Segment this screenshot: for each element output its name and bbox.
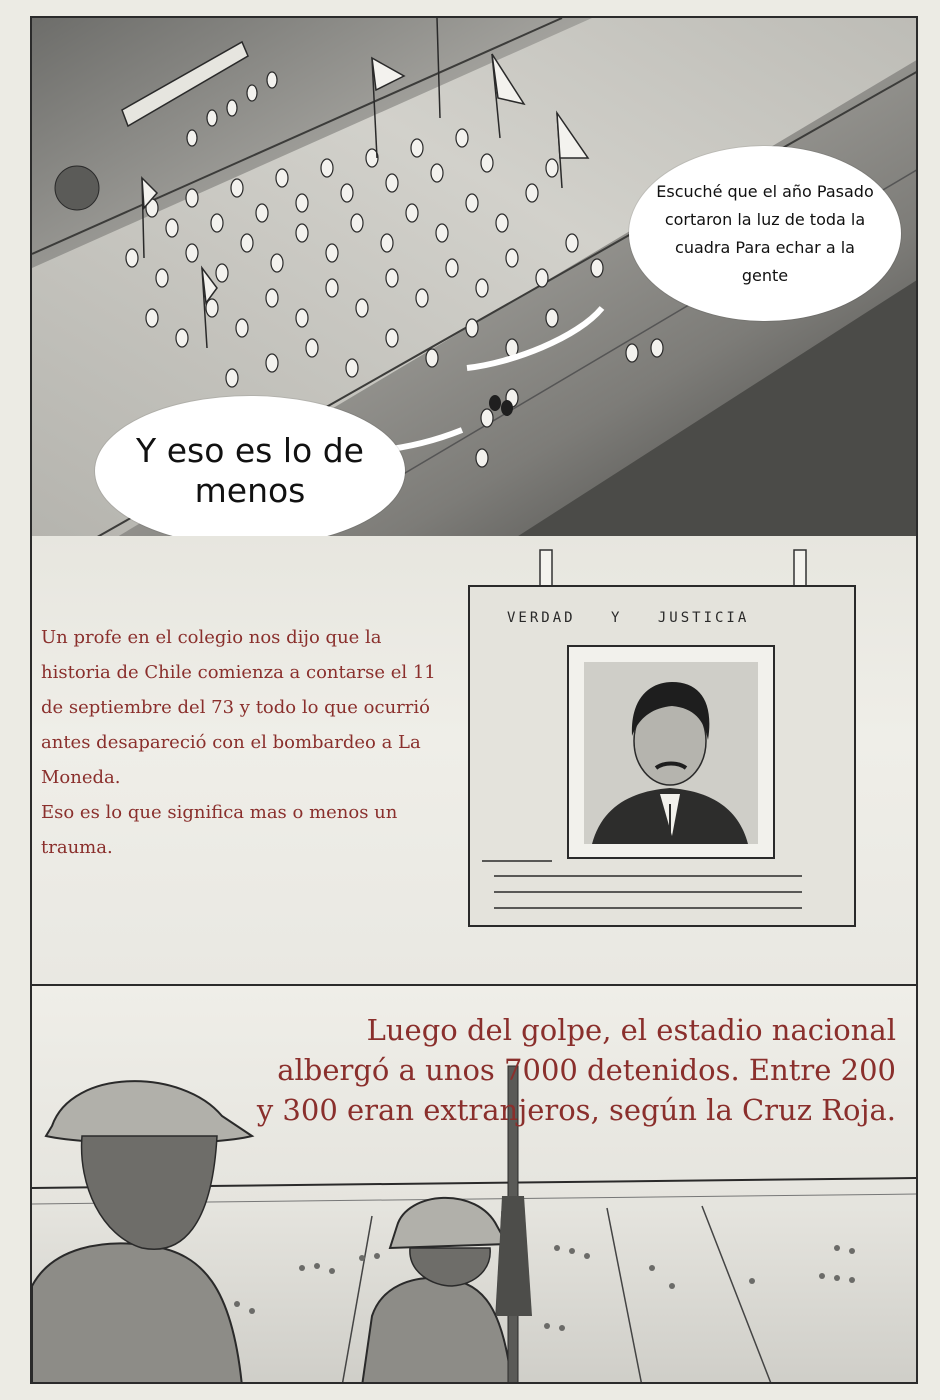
speech-bubble-bottom-text: Y eso es lo de menos: [136, 431, 364, 510]
narration-school-paragraph-2: Eso es lo que significa mas o menos un trauma.: [41, 802, 398, 858]
poster-title: VERDAD Y JUSTICIA: [507, 610, 750, 626]
speech-bubble-top: [629, 146, 901, 321]
speech-bubble-bottom: [95, 396, 405, 538]
narration-school: [41, 620, 451, 865]
narration-school-paragraph-1: Un profe en el colegio nos dijo que la historia de Chile comienza a contarse el 11 de septiembre del 73 y todo lo que ocurrió antes desapareció con el bombardeo a La Moneda.: [41, 627, 436, 788]
narration-stadium: Luego del golpe, el estadio nacional albergó a unos 7000 detenidos. Entre 200 y 300 eran extranjeros, según la Cruz Roja.: [256, 1013, 896, 1127]
panel-march: [30, 16, 918, 538]
speech-bubble-top-text: Escuché que el año Pasado cortaron la luz de toda la cuadra Para echar a la gente: [656, 181, 874, 285]
